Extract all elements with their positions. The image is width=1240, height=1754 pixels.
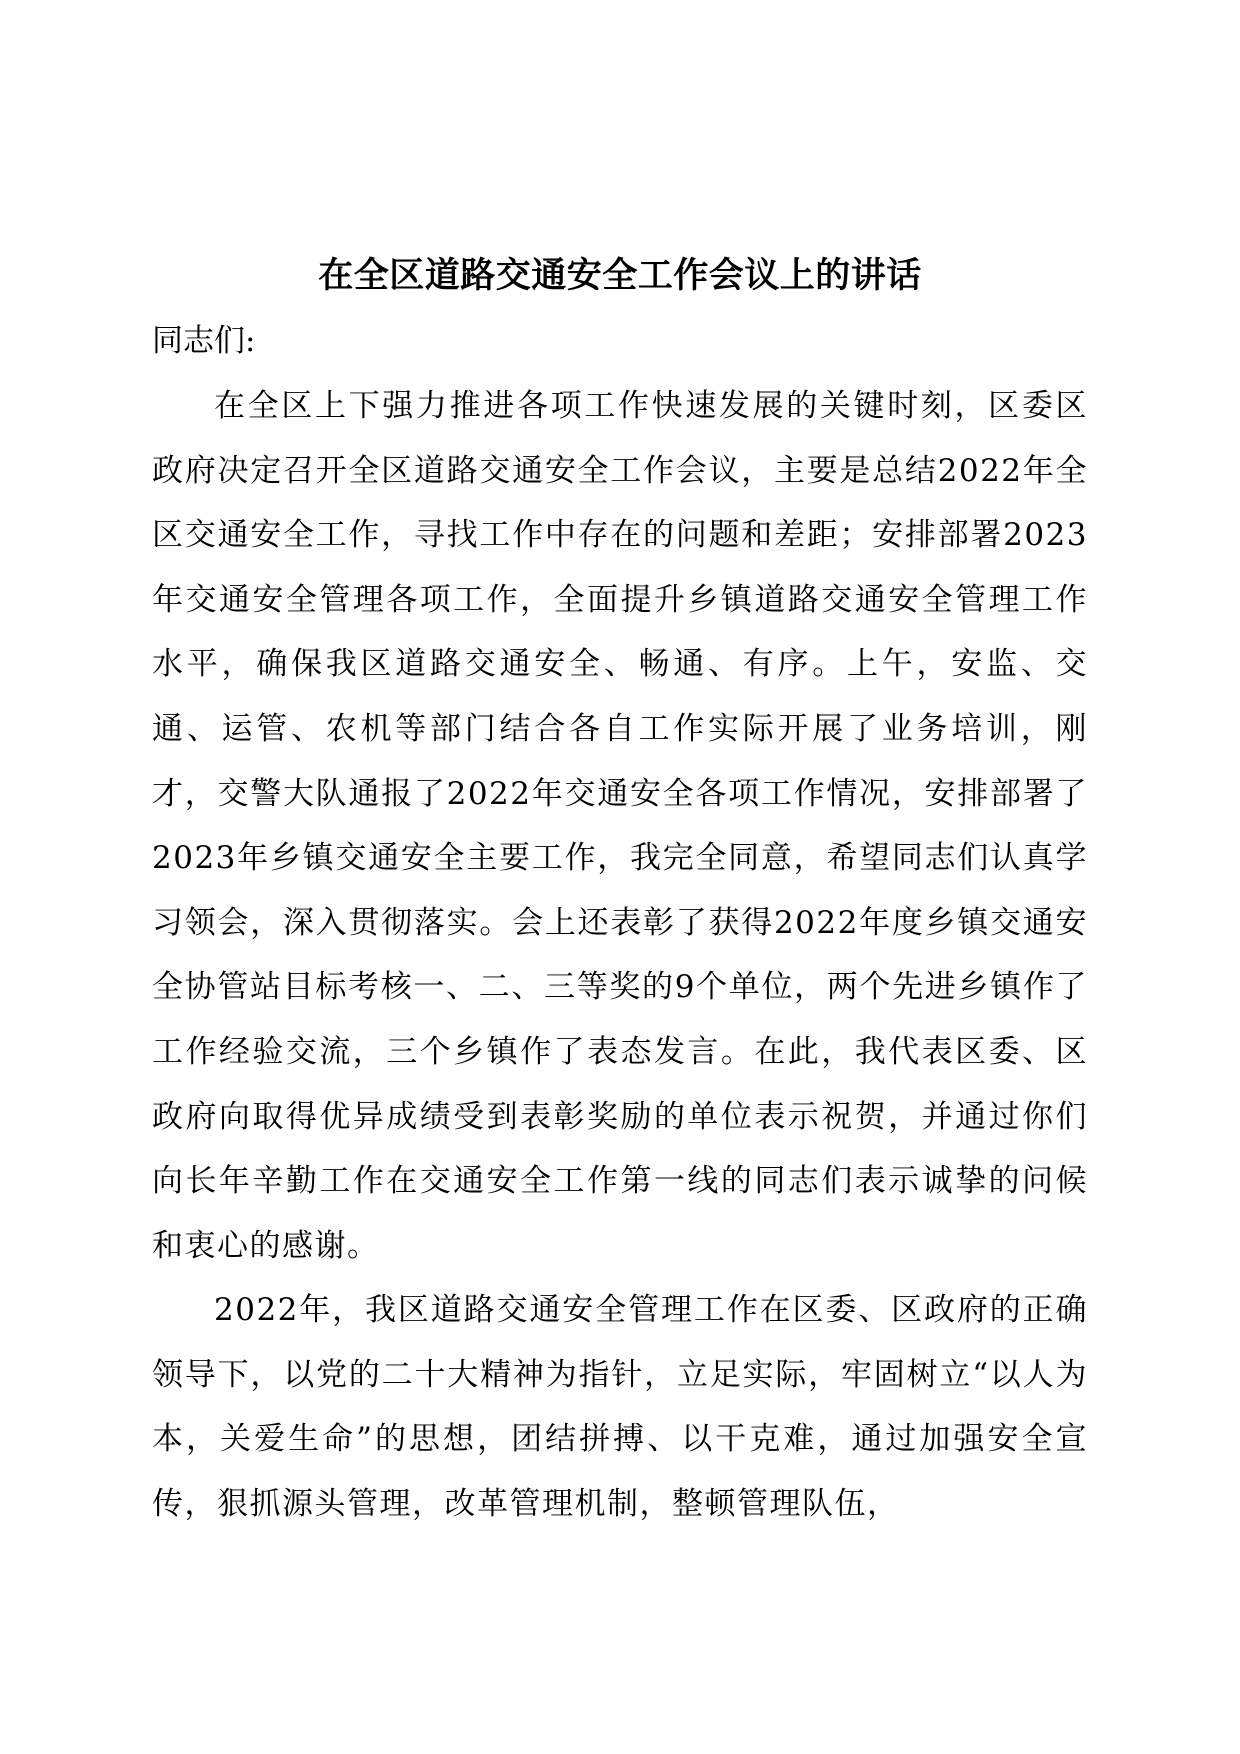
salutation: 同志们:	[152, 323, 256, 359]
document-title: 在全区道路交通安全工作会议上的讲话	[318, 256, 922, 296]
paragraph-review-2022: 2022年，我区道路交通安全管理工作在区委、区政府的正确领导下，以党的二十大精神为指针，立足实际，牢固树立“以人为本，关爱生命”的思想，团结拼搏、以干克难，通过加强安全宣传，狠抓源头管理，改革管理机制，整顿管理队伍，	[152, 1292, 1088, 1522]
paragraph-opening: 在全区上下强力推进各项工作快速发展的关键时刻，区委区政府决定召开全区道路交通安全工作会议，主要是总结2022年全区交通安全工作，寻找工作中存在的问题和差距；安排部署2023年交通安全管理各项工作，全面提升乡镇道路交通安全管理工作水平，确保我区道路交通安全、畅通、有序。上午，安监、交通、运管、农机等部门结合各自工作实际开展了业务培训，刚才，交警大队通报了2022年交通安全各项工作情况，安排部署了2023年乡镇交通安全主要工作，我完全同意，希望同志们认真学习领会，深入贯彻落实。会上还表彰了获得2022年度乡镇交通安全协管站目标考核一、二、三等奖的9个单位，两个先进乡镇作了工作经验交流，三个乡镇作了表态发言。在此，我代表区委、区政府向取得优异成绩受到表彰奖励的单位表示祝贺，并通过你们向长年辛勤工作在交通安全工作第一线的同志们表示诚挚的问候和衷心的感谢。	[152, 388, 1088, 1264]
